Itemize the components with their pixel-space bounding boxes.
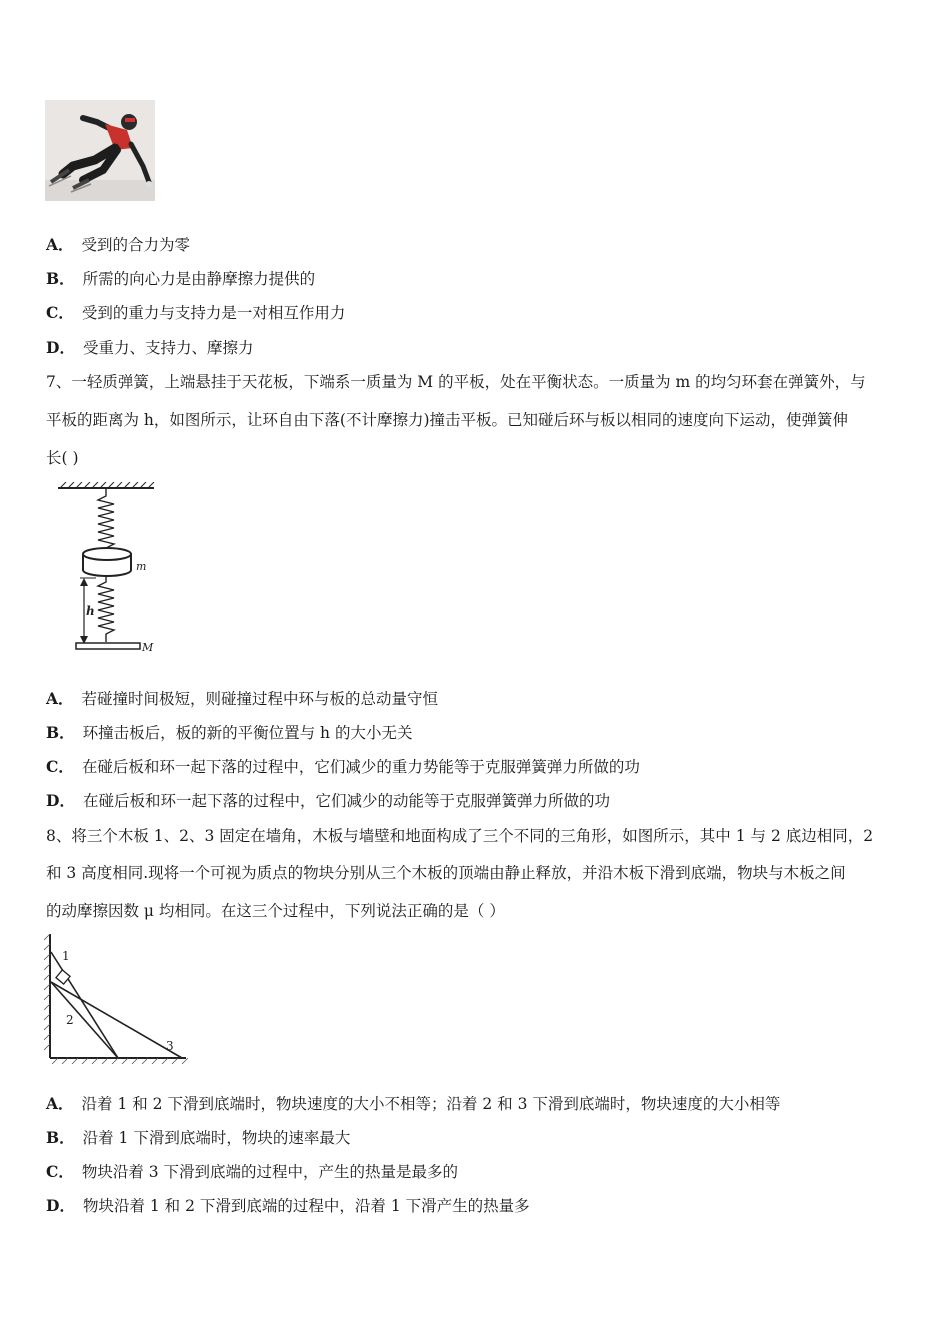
q7-stem-line-1: 7、一轻质弹簧，上端悬挂于天花板，下端系一质量为 M 的平板，处在平衡状态。一质量为 m 的均匀环套在弹簧外，与 xyxy=(46,373,866,391)
q6-option-d: D． 受重力、支持力、摩擦力 xyxy=(46,338,254,357)
q6-option-b: B． 所需的向心力是由静摩擦力提供的 xyxy=(46,269,316,288)
q7-option-a: A． 若碰撞时间极短，则碰撞过程中环与板的总动量守恒 xyxy=(46,689,439,708)
q6-option-c: C． 受到的重力与支持力是一对相互作用力 xyxy=(46,303,346,322)
boards-wall-figure xyxy=(44,932,190,1064)
q7-stem-line-3: 长( ) xyxy=(46,449,79,467)
q8-option-c: C． 物块沿着 3 下滑到底端的过程中，产生的热量是最多的 xyxy=(46,1162,459,1181)
q7-option-d: D． 在碰后板和环一起下落的过程中，它们减少的动能等于克服弹簧弹力所做的功 xyxy=(46,791,610,810)
q8-stem-line-2: 和 3 高度相同.现将一个可视为质点的物块分别从三个木板的顶端由静止释放，并沿木板下滑到底端，物块与木板之间 xyxy=(46,864,846,882)
label-M: M xyxy=(142,641,154,654)
label-board-3: 3 xyxy=(166,1039,174,1053)
q7-option-b: B． 环撞击板后，板的新的平衡位置与 h 的大小无关 xyxy=(46,723,413,742)
q8-option-b: B． 沿着 1 下滑到底端时，物块的速率最大 xyxy=(46,1128,351,1147)
label-m: m xyxy=(136,560,147,573)
q8-stem-line-3: 的动摩擦因数 μ 均相同。在这三个过程中，下列说法正确的是（ ） xyxy=(46,902,505,920)
q7-stem-line-2: 平板的距离为 h，如图所示，让环自由下落(不计摩擦力)撞击平板。已知碰后环与板以相同的速度向下运动，使弹簧伸 xyxy=(46,411,849,429)
label-board-2: 2 xyxy=(66,1013,74,1027)
q6-option-a: A． 受到的合力为零 xyxy=(46,235,191,254)
skater-photo xyxy=(45,100,155,201)
label-board-1: 1 xyxy=(62,949,70,963)
q8-stem-line-1: 8、将三个木板 1、2、3 固定在墙角，木板与墙壁和地面构成了三个不同的三角形，如图所示，其中 1 与 2 底边相同，2 xyxy=(46,827,874,845)
label-h: h xyxy=(86,604,95,618)
q8-option-d: D． 物块沿着 1 和 2 下滑到底端的过程中，沿着 1 下滑产生的热量多 xyxy=(46,1196,530,1215)
spring-ring-figure xyxy=(50,482,160,654)
q7-option-c: C． 在碰后板和环一起下落的过程中，它们减少的重力势能等于克服弹簧弹力所做的功 xyxy=(46,757,640,776)
q8-option-a: A． 沿着 1 和 2 下滑到底端时，物块速度的大小不相等；沿着 2 和 3 下滑到底端时，物块速度的大小相等 xyxy=(46,1094,781,1113)
